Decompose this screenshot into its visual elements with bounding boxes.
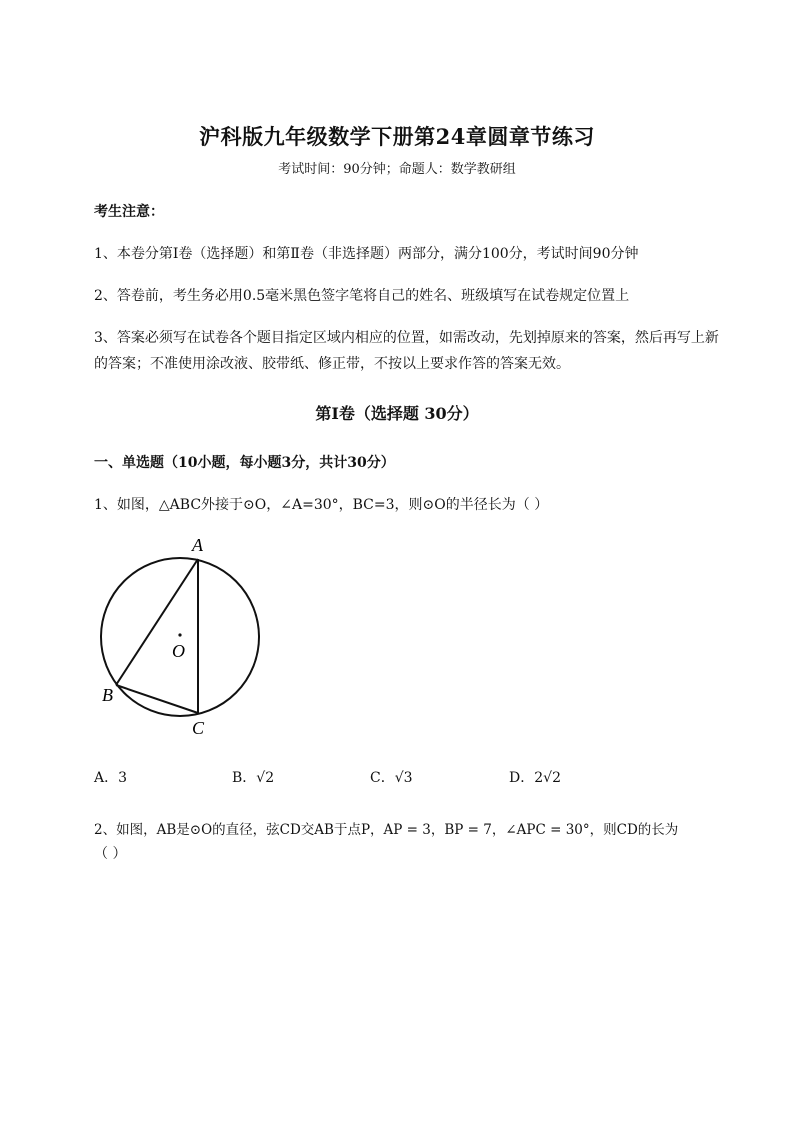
label-b: B xyxy=(102,685,113,705)
option-b-letter: B． xyxy=(232,770,257,786)
question-1-text: 1、如图，△ABC外接于⊙O，∠A=30°，BC=3，则⊙O的半径长为（ ） xyxy=(94,497,549,513)
option-a-letter: A． xyxy=(94,770,119,786)
option-a[interactable] xyxy=(94,767,127,787)
section-title: 第I卷（选择题 30分） xyxy=(315,404,479,423)
option-b-value: √2 xyxy=(256,770,275,786)
segment-bc xyxy=(116,685,198,713)
label-c: C xyxy=(192,718,205,738)
option-d-value: 2√2 xyxy=(534,770,561,786)
question-2-text: 2、如图，AB是⊙O的直径，弦CD交AB于点P，AP = 3，BP = 7，∠APC = 30°，则CD的长为 xyxy=(94,822,679,838)
circle-o xyxy=(101,558,259,716)
question-2-answer-blank: （ ） xyxy=(94,846,127,862)
option-d[interactable] xyxy=(509,767,561,787)
option-b[interactable] xyxy=(232,767,274,787)
option-c-value: √3 xyxy=(394,770,413,786)
option-c[interactable] xyxy=(370,767,413,787)
exam-info: 考试时间：90分钟；命题人：数学教研组 xyxy=(278,162,516,177)
notice-item-1: 1、本卷分第I卷（选择题）和第Ⅱ卷（非选择题）两部分，满分100分，考试时间90分钟 xyxy=(94,246,639,262)
label-o: O xyxy=(172,641,185,661)
center-point xyxy=(178,633,181,636)
notice-item-3-cont: 的答案；不准使用涂改液、胶带纸、修正带，不按以上要求作答的答案无效。 xyxy=(94,356,570,372)
option-d-letter: D． xyxy=(509,770,535,786)
notice-heading: 考生注意： xyxy=(94,204,164,220)
notice-item-3: 3、答案必须写在试卷各个题目指定区域内相应的位置，如需改动，先划掉原来的答案，然后再写上新 xyxy=(94,330,719,346)
label-a: A xyxy=(192,535,203,555)
question-1-figure xyxy=(90,530,270,742)
part-heading: 一、单选题（10小题，每小题3分，共计30分） xyxy=(94,455,395,471)
option-c-letter: C． xyxy=(370,770,395,786)
option-a-value: 3 xyxy=(118,770,128,786)
notice-item-2: 2、答卷前，考生务必用0.5毫米黑色签字笔将自己的姓名、班级填写在试卷规定位置上 xyxy=(94,288,630,304)
page-title: 沪科版九年级数学下册第24章圆章节练习 xyxy=(199,124,595,149)
